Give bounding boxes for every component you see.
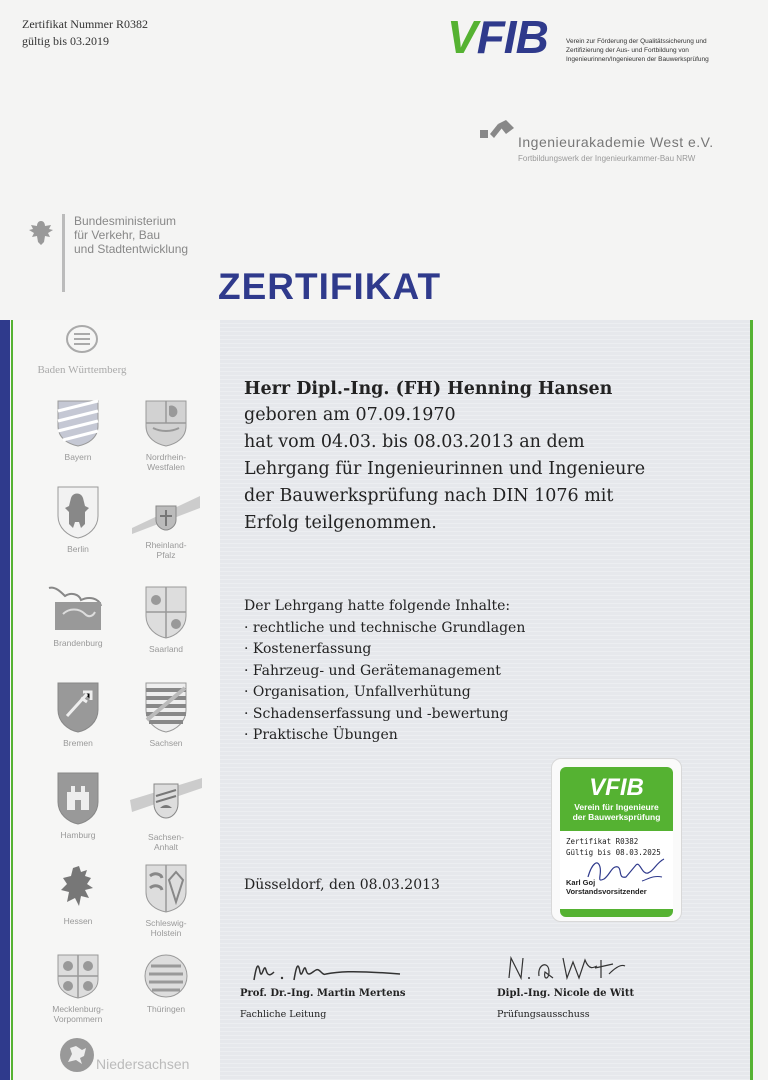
seal-signer: Karl Goj Vorstandsvorsitzender (566, 878, 647, 896)
certificate-number-block (22, 16, 148, 50)
sachsen-crest-icon (143, 680, 189, 734)
signer-right-role: Prüfungsausschuss (497, 1009, 590, 1020)
signature-left (240, 950, 410, 1020)
validity: gültig bis 03.2019 (22, 34, 110, 48)
list-item: · Fahrzeug- und Gerätemanagement (244, 662, 501, 679)
state-thueringen: Thüringen (126, 952, 206, 1014)
signature-mertens (240, 950, 410, 986)
akademie-logo-icon (480, 120, 514, 142)
seal-footer (560, 909, 673, 917)
state-bremen: Bremen (38, 680, 118, 748)
certificate-title: ZERTIFIKAT (218, 266, 442, 307)
hamburg-crest-icon (55, 770, 101, 826)
saarland-crest-icon (143, 584, 189, 640)
green-right-line (750, 320, 753, 1080)
contents-intro: Der Lehrgang hatte folgende Inhalte: (244, 598, 511, 614)
niedersachsen-horse-icon (58, 1036, 96, 1074)
state-hamburg: Hamburg (38, 770, 118, 840)
recipient-block (244, 376, 645, 537)
nrw-crest-icon (143, 398, 189, 448)
vfib-seal (551, 758, 682, 922)
list-item: · Kostenerfassung (244, 641, 372, 657)
seal-cert-number: Zertifikat R0382 (566, 837, 639, 846)
list-item: · Organisation, Unfallverhütung (244, 684, 471, 700)
place-date: Düsseldorf, den 08.03.2013 (244, 877, 440, 893)
ministry-name: Bundesministerium für Verkehr, Bau und Stadtentwicklung (74, 214, 189, 256)
bayern-crest-icon (55, 398, 101, 448)
list-item: · Praktische Übungen (244, 727, 398, 743)
recipient-name: Herr Dipl.-Ing. (FH) Henning Hansen (244, 379, 613, 399)
schleswig-holstein-crest-icon (143, 862, 189, 914)
green-edge-line (11, 320, 13, 1080)
certificate-number: Zertifikat Nummer R0382 (22, 17, 148, 31)
hessen-lion-icon (55, 862, 101, 912)
state-baden-wuerttemberg: Baden Württemberg (22, 322, 142, 376)
rheinland-pfalz-crest-icon (126, 490, 206, 536)
list-item: · Schadenserfassung und -bewertung (244, 705, 509, 722)
vfib-logo: VFIB (447, 11, 548, 63)
list-item: · rechtliche und technische Grundlagen (244, 619, 526, 636)
state-nrw: Nordrhein- Westfalen (126, 398, 206, 472)
sachsen-anhalt-crest-icon (126, 770, 206, 828)
state-brandenburg: Brandenburg (38, 584, 118, 648)
course-line-1: Lehrgang für Ingenieurinnen und Ingenieure (244, 459, 646, 479)
course-line-3: Erfolg teilgenommen. (244, 513, 437, 533)
vfib-description: Verein zur Förderung der Qualitätssicherung und Zertifizierung der Aus- und Fortbildung von Ingenieurinnen/Ingenieuren der Bauwerksprüfung (566, 38, 709, 63)
signer-left-role: Fachliche Leitung (240, 1009, 327, 1020)
brandenburg-crest-icon (45, 584, 111, 634)
signer-left-name: Prof. Dr.-Ing. Martin Mertens (240, 988, 406, 999)
recipient-birth: geboren am 07.09.1970 (244, 405, 456, 425)
course-contents (244, 596, 525, 747)
berlin-crest-icon (55, 484, 101, 540)
akademie-subtitle: Fortbildungswerk der Ingenieurkammer-Bau NRW (518, 154, 696, 163)
mecklenburg-vorpommern-crest-icon (55, 952, 101, 1000)
course-line-2: der Bauwerksprüfung nach DIN 1076 mit (244, 486, 614, 506)
signature-right (497, 950, 667, 1020)
baden-wuerttemberg-crest-icon (65, 322, 99, 356)
state-sachsen: Sachsen (126, 680, 206, 748)
akademie-title: Ingenieurakademie West e.V. (518, 134, 714, 150)
seal-header: VFIB Verein für Ingenieure der Bauwerksprüfung (560, 767, 673, 831)
signer-right-name: Dipl.-Ing. Nicole de Witt (497, 988, 635, 999)
state-mecklenburg-vorpommern: Mecklenburg- Vorpommern (38, 952, 118, 1024)
ministry-divider (62, 214, 65, 292)
state-rheinland-pfalz: Rheinland- Pfalz (126, 490, 206, 560)
federal-eagle-icon (26, 218, 56, 248)
seal-logo: VFIB (589, 774, 644, 801)
signature-de-witt (497, 950, 667, 986)
thueringen-crest-icon (143, 952, 189, 1000)
bremen-crest-icon (55, 680, 101, 734)
state-sachsen-anhalt: Sachsen- Anhalt (126, 770, 206, 852)
blue-edge-stripe (0, 320, 10, 1080)
state-saarland: Saarland (126, 584, 206, 654)
state-bayern: Bayern (38, 398, 118, 462)
state-hessen: Hessen (38, 862, 118, 926)
state-berlin: Berlin (38, 484, 118, 554)
state-schleswig-holstein: Schleswig- Holstein (126, 862, 206, 938)
course-period: hat vom 04.03. bis 08.03.2013 an dem (244, 432, 585, 452)
seal-body (560, 831, 673, 909)
seal-validity: Gültig bis 08.03.2025 (566, 848, 661, 857)
